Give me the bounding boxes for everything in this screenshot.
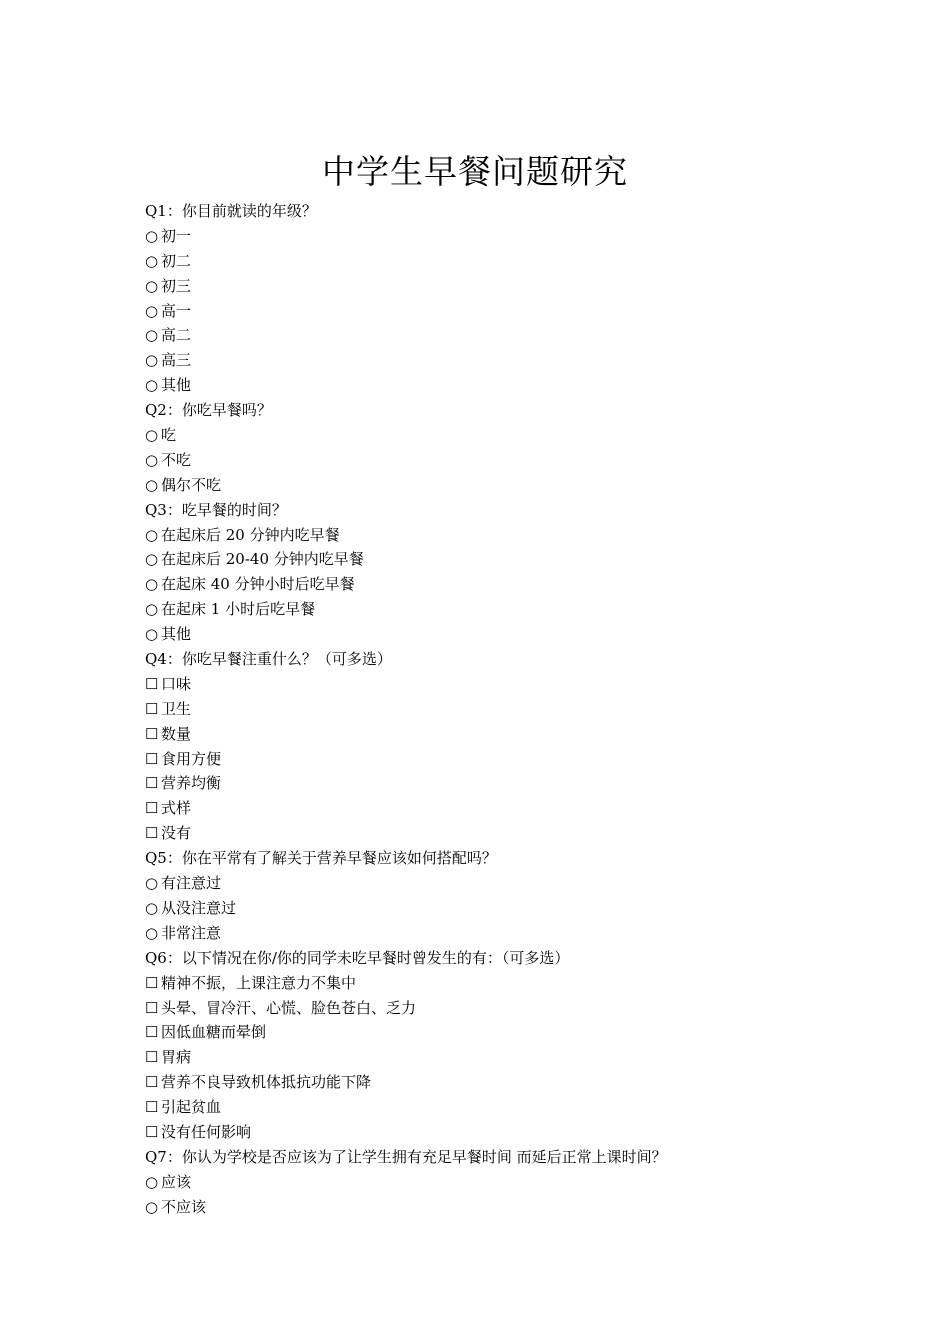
option-label: 有注意过 xyxy=(161,874,222,893)
checkbox-option[interactable] xyxy=(145,722,825,747)
radio-circle-icon[interactable]: ○ xyxy=(145,923,159,942)
checkbox-option[interactable] xyxy=(145,971,825,996)
radio-circle-icon[interactable]: ○ xyxy=(145,301,159,320)
question-label-q6: Q6：以下情况在你/你的同学未吃早餐时曾发生的有：（可多选） xyxy=(145,948,570,967)
radio-option[interactable] xyxy=(145,1195,825,1220)
option-label: 营养不良导致机体抵抗功能下降 xyxy=(161,1073,372,1092)
radio-option[interactable] xyxy=(145,597,825,622)
option-label: 没有任何影响 xyxy=(161,1122,252,1141)
option-label: 其他 xyxy=(161,376,192,395)
radio-circle-icon[interactable]: ○ xyxy=(145,575,159,594)
checkbox-option[interactable] xyxy=(145,697,825,722)
document-title: 中学生早餐问题研究 xyxy=(322,152,628,191)
option-label: 从没注意过 xyxy=(161,898,237,917)
option-label: 因低血糖而晕倒 xyxy=(161,1023,267,1042)
checkbox-square-icon[interactable]: ☐ xyxy=(145,1073,159,1092)
option-label: 在起床后 20-40 分钟内吃早餐 xyxy=(161,550,364,569)
radio-circle-icon[interactable]: ○ xyxy=(145,874,159,893)
radio-option[interactable] xyxy=(145,547,825,572)
option-label: 胃病 xyxy=(161,1048,192,1067)
radio-option[interactable] xyxy=(145,622,825,647)
option-label: 精神不振，上课注意力不集中 xyxy=(161,973,357,992)
radio-option[interactable] xyxy=(145,572,825,597)
checkbox-option[interactable] xyxy=(145,996,825,1021)
option-label: 高三 xyxy=(161,351,192,370)
radio-option[interactable] xyxy=(145,274,825,299)
radio-circle-icon[interactable]: ○ xyxy=(145,525,159,544)
question-label-q2: Q2：你吃早餐吗？ xyxy=(145,401,272,420)
option-label: 高一 xyxy=(161,301,192,320)
option-label: 在起床 40 分钟小时后吃早餐 xyxy=(161,575,355,594)
checkbox-square-icon[interactable]: ☐ xyxy=(145,1023,159,1042)
radio-circle-icon[interactable]: ○ xyxy=(145,426,159,445)
option-label: 不吃 xyxy=(161,450,192,469)
option-label: 其他 xyxy=(161,625,192,644)
radio-option[interactable] xyxy=(145,523,825,548)
option-label: 高二 xyxy=(161,326,192,345)
radio-circle-icon[interactable]: ○ xyxy=(145,475,159,494)
option-label: 营养均衡 xyxy=(161,774,222,793)
checkbox-option[interactable] xyxy=(145,1045,825,1070)
option-label: 初三 xyxy=(161,276,192,295)
option-label: 头晕、冒冷汗、心慌、脸色苍白、乏力 xyxy=(161,998,417,1017)
option-label: 初一 xyxy=(161,226,192,245)
option-label: 非常注意 xyxy=(161,923,222,942)
checkbox-option[interactable] xyxy=(145,1120,825,1145)
option-label: 偶尔不吃 xyxy=(161,475,222,494)
radio-circle-icon[interactable]: ○ xyxy=(145,1197,159,1216)
radio-circle-icon[interactable]: ○ xyxy=(145,276,159,295)
radio-option[interactable] xyxy=(145,224,825,249)
question-label-q5: Q5：你在平常有了解关于营养早餐应该如何搭配吗？ xyxy=(145,849,497,868)
checkbox-option[interactable] xyxy=(145,1070,825,1095)
question-label-q4: Q4：你吃早餐注重什么？（可多选） xyxy=(145,650,392,669)
option-label: 口味 xyxy=(161,674,192,693)
radio-circle-icon[interactable]: ○ xyxy=(145,376,159,395)
radio-circle-icon[interactable]: ○ xyxy=(145,1172,159,1191)
checkbox-option[interactable] xyxy=(145,747,825,772)
radio-circle-icon[interactable]: ○ xyxy=(145,226,159,245)
option-label: 吃 xyxy=(161,426,177,445)
option-label: 在起床 1 小时后吃早餐 xyxy=(161,600,316,619)
radio-circle-icon[interactable]: ○ xyxy=(145,251,159,270)
radio-circle-icon[interactable]: ○ xyxy=(145,550,159,569)
survey-body xyxy=(145,199,825,1220)
radio-option[interactable] xyxy=(145,1170,825,1195)
radio-circle-icon[interactable]: ○ xyxy=(145,351,159,370)
option-label: 卫生 xyxy=(161,699,192,718)
checkbox-square-icon[interactable]: ☐ xyxy=(145,1098,159,1117)
checkbox-square-icon[interactable]: ☐ xyxy=(145,824,159,843)
radio-option[interactable] xyxy=(145,373,825,398)
checkbox-square-icon[interactable]: ☐ xyxy=(145,998,159,1017)
radio-circle-icon[interactable]: ○ xyxy=(145,898,159,917)
checkbox-square-icon[interactable]: ☐ xyxy=(145,799,159,818)
checkbox-option[interactable] xyxy=(145,672,825,697)
radio-option[interactable] xyxy=(145,299,825,324)
question-label-q1: Q1：你目前就读的年级？ xyxy=(145,202,317,220)
radio-circle-icon[interactable]: ○ xyxy=(145,600,159,619)
checkbox-square-icon[interactable]: ☐ xyxy=(145,1048,159,1067)
radio-circle-icon[interactable]: ○ xyxy=(145,625,159,644)
option-label: 引起贫血 xyxy=(161,1098,222,1117)
option-label: 初二 xyxy=(161,251,192,270)
option-label: 食用方便 xyxy=(161,749,222,768)
option-label: 数量 xyxy=(161,724,192,743)
radio-option[interactable] xyxy=(145,348,825,373)
checkbox-option[interactable] xyxy=(145,796,825,821)
radio-option[interactable] xyxy=(145,323,825,348)
option-label: 没有 xyxy=(161,824,192,843)
option-label: 不应该 xyxy=(161,1197,207,1216)
radio-option[interactable] xyxy=(145,921,825,946)
checkbox-option[interactable] xyxy=(145,821,825,846)
option-label: 应该 xyxy=(161,1172,192,1191)
checkbox-option[interactable] xyxy=(145,771,825,796)
radio-option[interactable] xyxy=(145,896,825,921)
radio-option[interactable] xyxy=(145,249,825,274)
question-label-q3: Q3：吃早餐的时间？ xyxy=(145,500,287,519)
checkbox-square-icon[interactable]: ☐ xyxy=(145,674,159,693)
checkbox-square-icon[interactable]: ☐ xyxy=(145,973,159,992)
option-label: 式样 xyxy=(161,799,192,818)
checkbox-option[interactable] xyxy=(145,1020,825,1045)
radio-circle-icon[interactable]: ○ xyxy=(145,450,159,469)
radio-circle-icon[interactable]: ○ xyxy=(145,326,159,345)
radio-option[interactable] xyxy=(145,473,825,498)
checkbox-square-icon[interactable]: ☐ xyxy=(145,699,159,718)
checkbox-square-icon[interactable]: ☐ xyxy=(145,749,159,768)
option-label: 在起床后 20 分钟内吃早餐 xyxy=(161,525,340,544)
checkbox-square-icon[interactable]: ☐ xyxy=(145,1122,159,1141)
question-label-q7: Q7：你认为学校是否应该为了让学生拥有充足早餐时间 而延后正常上课时间？ xyxy=(145,1147,667,1166)
checkbox-square-icon[interactable]: ☐ xyxy=(145,724,159,743)
checkbox-square-icon[interactable]: ☐ xyxy=(145,774,159,793)
radio-option[interactable] xyxy=(145,423,825,448)
checkbox-option[interactable] xyxy=(145,1095,825,1120)
radio-option[interactable] xyxy=(145,448,825,473)
radio-option[interactable] xyxy=(145,871,825,896)
